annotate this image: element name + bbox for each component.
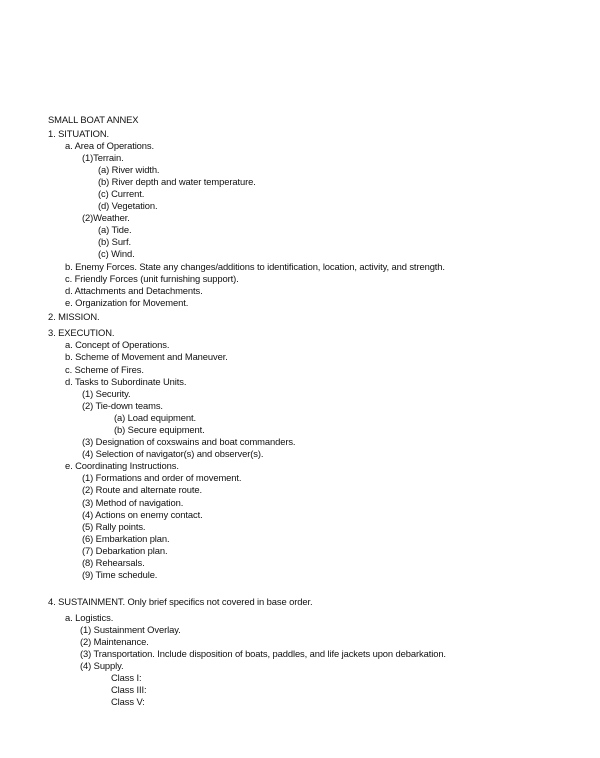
terrain-item: (d) Vegetation. — [98, 200, 158, 211]
area-weather-label: (2)Weather. — [82, 212, 130, 223]
coordinating-item: (5) Rally points. — [82, 521, 146, 532]
coordinating-item: (2) Route and alternate route. — [82, 484, 202, 495]
coordinating-item: (1) Formations and order of movement. — [82, 472, 242, 483]
weather-item: (a) Tide. — [98, 224, 132, 235]
coordinating-instructions-label: e. Coordinating Instructions. — [65, 460, 179, 471]
document-title: SMALL BOAT ANNEX — [48, 114, 139, 125]
terrain-item: (a) River width. — [98, 164, 160, 175]
weather-item: (c) Wind. — [98, 248, 135, 259]
situation-item: b. Enemy Forces. State any changes/additions to identification, location, activity, and strength. — [65, 261, 445, 272]
tie-down-item: (a) Load equipment. — [114, 412, 197, 423]
coordinating-item: (8) Rehearsals. — [82, 557, 145, 568]
logistics-item: (4) Supply. — [80, 660, 124, 671]
supply-class: Class V: — [111, 696, 145, 707]
situation-item: e. Organization for Movement. — [65, 297, 189, 308]
task-item: (4) Selection of navigator(s) and observer(s). — [82, 448, 264, 459]
execution-item: c. Scheme of Fires. — [65, 364, 144, 375]
logistics-label: a. Logistics. — [65, 612, 114, 623]
section-heading-execution: 3. EXECUTION. — [48, 327, 115, 338]
task-item: (3) Designation of coxswains and boat commanders. — [82, 436, 296, 447]
tie-down-item: (b) Secure equipment. — [114, 424, 205, 435]
execution-item: b. Scheme of Movement and Maneuver. — [65, 351, 228, 362]
task-item: (2) Tie-down teams. — [82, 400, 163, 411]
situation-area-of-operations: a. Area of Operations. — [65, 140, 154, 151]
situation-item: d. Attachments and Detachments. — [65, 285, 203, 296]
coordinating-item: (4) Actions on enemy contact. — [82, 509, 203, 520]
weather-item: (b) Surf. — [98, 236, 131, 247]
supply-class: Class I: — [111, 672, 142, 683]
area-terrain-label: (1)Terrain. — [82, 152, 124, 163]
logistics-item: (2) Maintenance. — [80, 636, 149, 647]
execution-item: a. Concept of Operations. — [65, 339, 170, 350]
section-heading-sustainment: 4. SUSTAINMENT. Only brief specifics not covered in base order. — [48, 596, 313, 607]
supply-class: Class III: — [111, 684, 147, 695]
logistics-item: (1) Sustainment Overlay. — [80, 624, 181, 635]
task-item: (1) Security. — [82, 388, 131, 399]
section-heading-situation: 1. SITUATION. — [48, 128, 110, 139]
situation-item: c. Friendly Forces (unit furnishing support). — [65, 273, 239, 284]
section-heading-mission: 2. MISSION. — [48, 311, 100, 322]
coordinating-item: (6) Embarkation plan. — [82, 533, 170, 544]
terrain-item: (b) River depth and water temperature. — [98, 176, 256, 187]
coordinating-item: (9) Time schedule. — [82, 569, 158, 580]
coordinating-item: (3) Method of navigation. — [82, 497, 184, 508]
coordinating-item: (7) Debarkation plan. — [82, 545, 168, 556]
execution-item: d. Tasks to Subordinate Units. — [65, 376, 187, 387]
terrain-item: (c) Current. — [98, 188, 145, 199]
logistics-item: (3) Transportation. Include disposition of boats, paddles, and life jackets upon debarkation. — [80, 648, 446, 659]
